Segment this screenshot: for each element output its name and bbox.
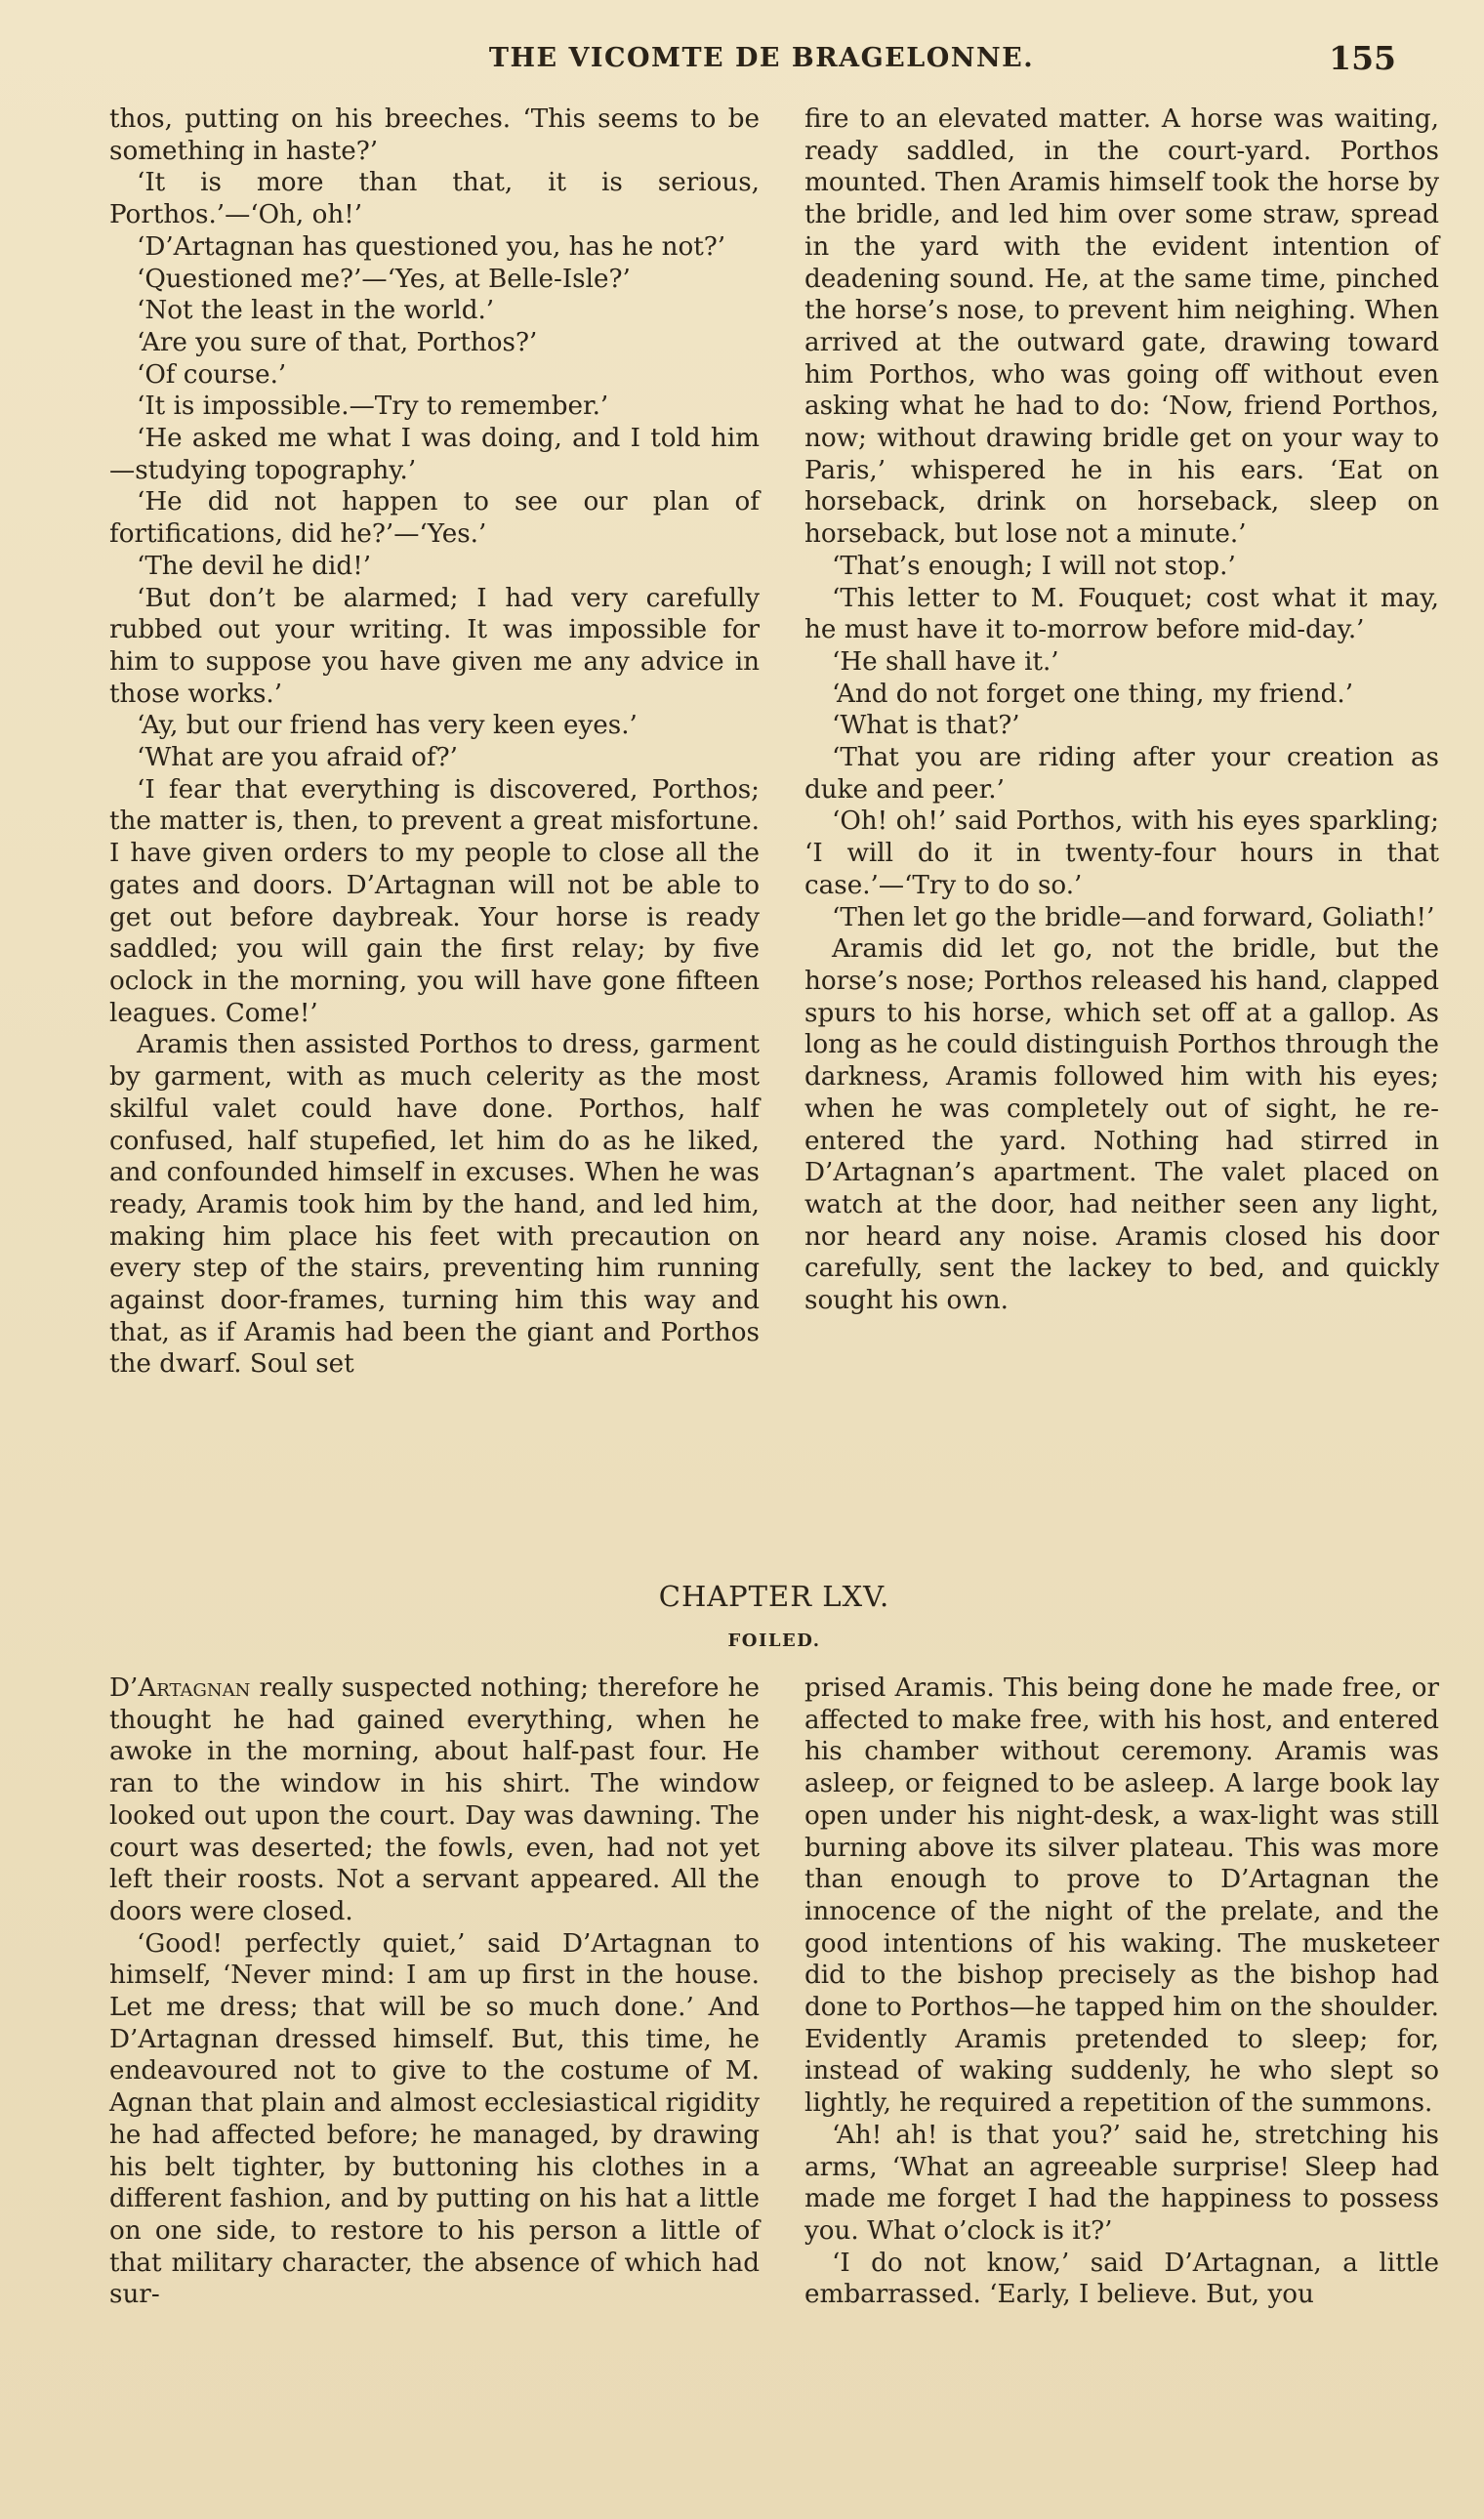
paragraph: ‘I do not know,’ said D’Artagnan, a little embarrassed. ‘Early, I believe. But, you: [804, 2248, 1439, 2310]
paragraph: ‘It is impossible.—Try to remember.’: [137, 392, 609, 422]
paragraph: Aramis did let go, not the bridle, but the horse’s nose; Porthos released his hand, clapped spurs to his horse, which set off at a gallop. As long as he could distinguish Porthos through the darkness, Aramis followed him with his eyes; when he was completely out of sight, he re-entered the yard. Nothing had stirred in D’Artagnan’s apartment. The valet placed on watch at the door, had neither seen any light, nor heard any noise. Aramis closed his door carefully, sent the lackey to bed, and quickly sought his own.: [804, 934, 1439, 1316]
paragraph: ‘Are you sure of that, Porthos?’: [137, 327, 538, 357]
paragraph: ‘But don’t be alarmed; I had very carefully rubbed out your writing. It was impossible for him to suppose you have given me any advice in those works.’: [109, 583, 760, 709]
chapter-heading: CHAPTER LXV.: [658, 1580, 890, 1613]
lower-left-column: [109, 1672, 760, 2311]
paragraph: ‘What is that?’: [832, 711, 1020, 741]
chapter-title: FOILED.: [727, 1631, 821, 1651]
opening-paragraph: [109, 1672, 760, 1928]
paragraph: ‘I fear that everything is discovered, Porthos; the matter is, then, to prevent a great misfortune. I have given orders to my people to close all the gates and doors. D’Artagnan will not be able to get out before daybreak. Your horse is ready saddled; you will gain the first relay; by five oclock in the morning, you will have gone fifteen leagues. Come!’: [109, 774, 760, 1028]
paragraph: ‘Good! perfectly quiet,’ said D’Artagnan to himself, ‘Never mind: I am up first in the house. Let me dress; that will be so much done.’ And D’Artagnan dressed himself. But, this time, he endeavoured not to give to the costume of M. Agnan that plain and almost ecclesiastical rigidity he had affected before; he managed, by drawing his belt tighter, by buttoning his clothes in a different fashion, and by putting on his hat a little on one side, to restore to his person a little of that military character, the absence of which had sur-: [109, 1928, 760, 2310]
page-number: 155: [1329, 39, 1396, 77]
paragraph: ‘D’Artagnan has questioned you, has he not?’: [137, 231, 726, 262]
opening-paragraph-text: really suspected nothing; therefore he thought he had gained everything, when he awoke in the morning, about half-past four. He ran to the window in his shirt. The window looked out upon the court. Day was dawning. The court was deserted; the fowls, even, had not yet left their roosts. Not a servant appeared. All the doors were closed.: [109, 1673, 760, 1926]
running-head: [107, 37, 1416, 76]
paragraph: ‘He asked me what I was doing, and I told him—studying topography.’: [109, 424, 760, 485]
opening-word: D’Artagnan: [109, 1673, 251, 1703]
paragraph: ‘He shall have it.’: [832, 646, 1059, 677]
paragraph: Aramis then assisted Porthos to dress, garment by garment, with as much celerity as the most skilful valet could have done. Porthos, half confused, half stupefied, let him do as he liked, and confounded himself in excuses. When he was ready, Aramis took him by the hand, and led him, making him place his feet with precaution on every step of the stairs, preventing him running against door-frames, turning him this way and that, as if Aramis had been the giant and Porthos the dwarf. Soul set: [109, 1030, 760, 1380]
paragraph: thos, putting on his breeches. ‘This seems to be something in haste?’: [109, 104, 760, 166]
paragraph: ‘He did not happen to see our plan of fortifications, did he?’—‘Yes.’: [109, 487, 760, 550]
paragraph: ‘Ay, but our friend has very keen eyes.’: [137, 711, 638, 741]
paragraph: ‘And do not forget one thing, my friend.’: [832, 679, 1354, 709]
upper-left-column: [109, 103, 760, 1381]
paragraph: ‘Of course.’: [137, 359, 287, 390]
upper-right-column: [804, 103, 1439, 1317]
paragraph: fire to an elevated matter. A horse was waiting, ready saddled, in the court-yard. Porthos mounted. Then Aramis himself took the horse by the bridle, and led him over some straw, spread in the yard with the evident intention of deadening sound. He, at the same time, pinched the horse’s nose, to prevent him neighing. When arrived at the outward gate, drawing toward him Porthos, who was going off without even asking what he had to do: ‘Now, friend Porthos, now; without drawing bridle get on your way to Paris,’ whispered he in his ears. ‘Eat on horseback, drink on horseback, sleep on horseback, but lose not a minute.’: [804, 104, 1439, 550]
paragraph: prised Aramis. This being done he made free, or affected to make free, with his host, and entered his chamber without ceremony. Aramis was asleep, or feigned to be asleep. A large book lay open under his night-desk, a wax-light was still burning above its silver plateau. This was more than enough to prove to D’Artagnan the innocence of the night of the prelate, and the good intentions of his waking. The musketeer did to the bishop precisely as the bishop had done to Porthos—he tapped him on the shoulder. Evidently Aramis pretended to sleep; for, instead of waking suddenly, he who slept so lightly, he required a repetition of the summons.: [804, 1673, 1439, 2119]
paragraph: ‘What are you afraid of?’: [137, 743, 458, 773]
paragraph: ‘Not the least in the world.’: [137, 296, 495, 326]
running-title: THE VICOMTE DE BRAGELONNE.: [488, 43, 1035, 73]
paragraph: ‘That you are riding after your creation as duke and peer.’: [804, 743, 1439, 805]
paragraph: ‘Questioned me?’—‘Yes, at Belle-Isle?’: [137, 264, 631, 294]
paragraph: ‘Then let go the bridle—and forward, Goliath!’: [832, 902, 1435, 932]
paragraph: ‘That’s enough; I will not stop.’: [832, 551, 1236, 581]
lower-right-column: [804, 1672, 1439, 2311]
paragraph: ‘Oh! oh!’ said Porthos, with his eyes sparkling; ‘I will do it in twenty-four hours in that case.’—‘Try to do so.’: [804, 806, 1439, 900]
paragraph: ‘This letter to M. Fouquet; cost what it may, he must have it to-morrow before mid-day.’: [804, 583, 1439, 645]
paragraph: ‘It is more than that, it is serious, Porthos.’—‘Oh, oh!’: [109, 168, 760, 230]
paragraph: ‘The devil he did!’: [137, 551, 372, 581]
paragraph: ‘Ah! ah! is that you?’ said he, stretching his arms, ‘What an agreeable surprise! Sleep had made me forget I had the happiness to possess you. What o’clock is it?’: [804, 2120, 1439, 2246]
